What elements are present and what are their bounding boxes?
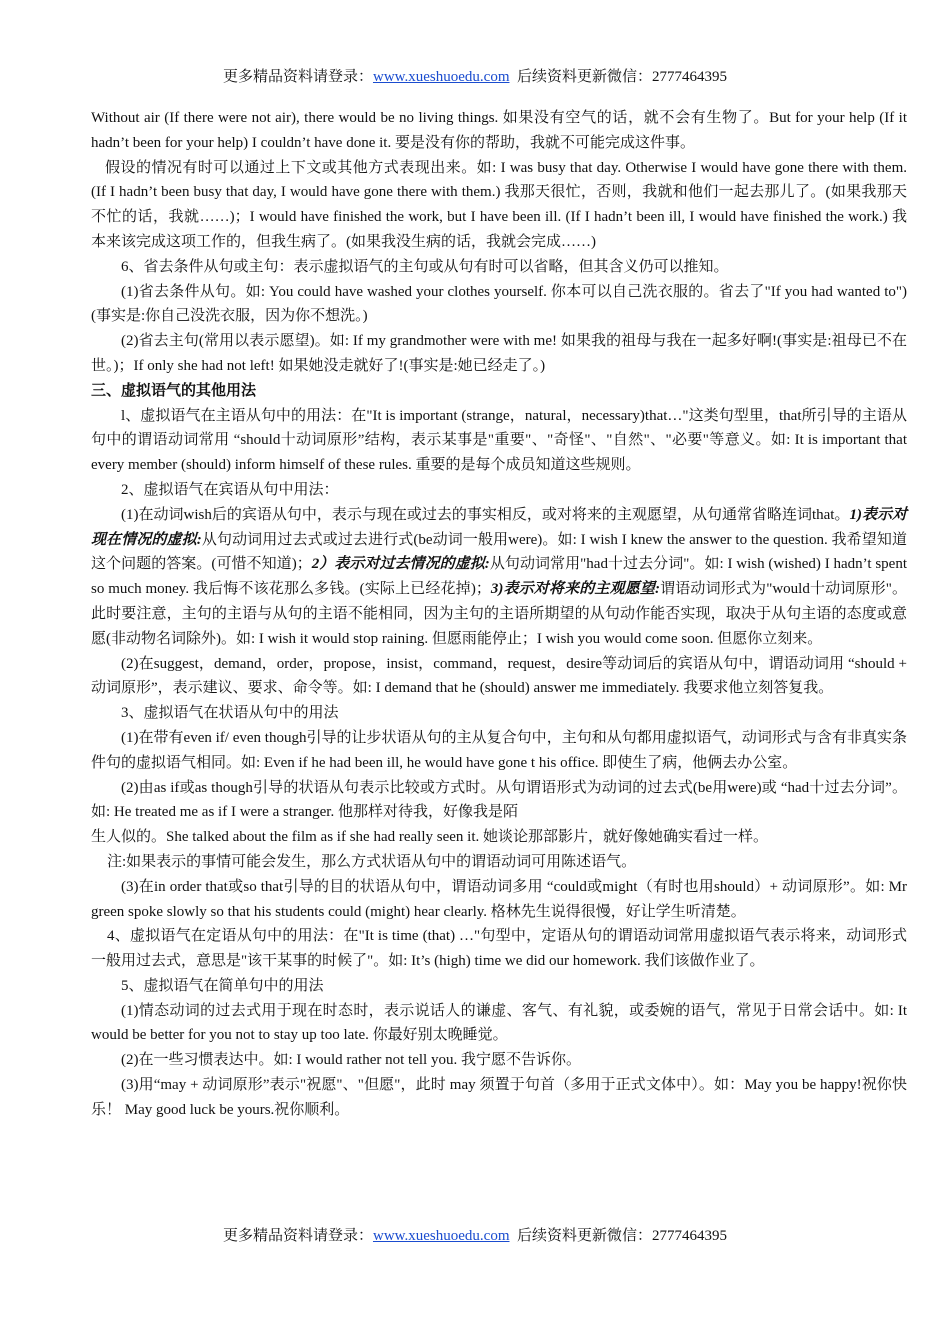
paragraph-attributive-clause: 4、虚拟语气在定语从句中的用法：在"It is time (that) …"句型中，定语从句的谓语动词常用虚拟语气表示将来，动词形式一般用过去式，意思是"该干某事的时候了"。如: It’s (high) time we did our homework. 我们该做作业了。 <box>91 928 907 970</box>
paragraph-so-that: (3)在in order that或so that引导的目的状语从句中，谓语动词多用 “could或might（有时也用should）+ 动词原形”。如: Mr green spoke slowly so that his students could (might) hear clearly. 格林先生说得很慢，好让学生听清楚。 <box>91 878 907 920</box>
wish-present-text: 从句动词用过去式或过去进行式(be动词一般用were)。如: I wish I knew the answer to the question. 我希望知道这个问题的答案。(可惜不知道)； <box>91 531 907 573</box>
paragraph-simple-sentence-title: 5、虚拟语气在简单句中的用法 <box>121 977 324 994</box>
footer-website-link[interactable]: www.xueshuoedu.com <box>372 1228 510 1244</box>
paragraph-adverbial-title: 3、虚拟语气在状语从句中的用法 <box>121 705 339 722</box>
document-body <box>91 106 907 1123</box>
paragraph-omit-main: (2)省去主句(常用以表示愿望)。如: If my grandmother were with me! 如果我的祖母与我在一起多好啊!(事实是:祖母已不在世。)；If only she had not left! 如果她没走就好了!(事实是:她已经走了。) <box>91 333 907 374</box>
page-footer <box>0 1226 950 1246</box>
paragraph-note: 注:如果表示的事情可能会发生，那么方式状语从句中的谓语动词可用陈述语气。 <box>107 853 637 870</box>
wish-past-label: 2）表示对过去情况的虚拟: <box>311 556 490 573</box>
header-website-link[interactable]: www.xueshuoedu.com <box>372 69 510 85</box>
paragraph-suggest-verbs: (2)在suggest，demand，order，propose，insist，command，request，desire等动词后的宾语从句中，谓语动词用 “should + 动词原形”，表示建议、要求、命令等。如: I demand that he (should) answer me immediately. 我要求他立刻答复我。 <box>91 655 907 697</box>
page-header <box>0 67 950 87</box>
footer-wechat: 后续资料更新微信：2777464395 <box>509 1228 728 1244</box>
header-wechat: 后续资料更新微信：2777464395 <box>509 69 728 85</box>
paragraph-omit-clause: 6、省去条件从句或主句：表示虚拟语气的主句或从句有时可以省略，但其含义仍可以推知。 <box>121 258 729 275</box>
footer-prefix: 更多精品资料请登录： <box>222 1228 373 1244</box>
paragraph-as-if: (2)由as if或as though引导的状语从句表示比较或方式时。从句谓语形式为动词的过去式(be用were)或 “had十过去分词”。如: He treated me as if I were a stranger. 他那样对待我，好像我是陌 <box>91 779 907 821</box>
paragraph-wish-clause <box>91 503 907 652</box>
paragraph-subject-clause: l、虚拟语气在主语从句中的用法：在"It is important (strange，natural，necessary)that…"这类句型里，that所引导的主语从句中的谓语动词常用 “should十动词原形”结构，表示某事是"重要"、"奇怪"、"自然"、"必要"等意义。如: It is important that every member (should) inform himself of these rules. 重要的是每个成员知道这些规则。 <box>91 407 907 474</box>
wish-past-text: 从句动词常用"had十过去分词"。如: I wish (wished) I hadn’t spent so much money. 我后悔不该花那么多钱。(实际上已经花掉)； <box>91 556 908 598</box>
paragraph-without-air: Without air (If there were not air), there would be no living things. 如果没有空气的话，就不会有生物了。But for your help (If it hadn’t been for your help) I couldn’t have done it. 要是没有你的帮助，我就不可能完成这件事。 <box>91 110 907 151</box>
paragraph-as-if-continued: 生人似的。She talked about the film as if she had really seen it. 她谈论那部影片，就好像她确实看过一样。 <box>91 829 768 846</box>
paragraph-object-clause-title: 2、虚拟语气在宾语从句中用法： <box>121 481 339 498</box>
wish-future-label: 3)表示对将来的主观愿望: <box>490 581 660 598</box>
paragraph-even-if: (1)在带有even if/ even though引导的让步状语从句的主从复合句中，主句和从句都用虚拟语气，动词形式与含有非真实条件句的虚拟语气相同。如: Even if he had been ill, he would have gone t his office. 即使生了病，他俩去办公室。 <box>91 729 907 771</box>
wish-present-label: 1)表示对现在情况的虚拟: <box>91 506 908 548</box>
header-prefix: 更多精品资料请登录： <box>222 69 373 85</box>
wish-intro: (1)在动词wish后的宾语从句中，表示与现在或过去的事实相反，或对将来的主观愿望，从句通常省略连词that。 <box>121 506 850 523</box>
wish-future-text: 谓语动词形式为"would十动词原形"。此时要注意，主句的主语与从句的主语不能相同，因为主句的主语所期望的从句动作能否实现，取决于从句主语的态度或意愿(非动物名词除外)。如: I wish it would stop raining. 但愿雨能停止；I wish you would come soon. 但愿你立刻来。 <box>91 581 907 647</box>
paragraph-modal-past: (1)情态动词的过去式用于现在时态时，表示说话人的谦虚、客气、有礼貌，或委婉的语气，常见于日常会话中。如: It would be better for you not to stay up too late. 你最好别太晚睡觉。 <box>91 1002 907 1044</box>
section-heading: 三、虚拟语气的其他用法 <box>91 382 257 399</box>
paragraph-omit-condition: (1)省去条件从句。如: You could have washed your clothes yourself. 你本可以自己洗衣服的。省去了"If you had wanted to")(事实是:你自己没洗衣服，因为你不想洗。) <box>91 283 907 325</box>
paragraph-may-wish: (3)用“may + 动词原形”表示"祝愿"、"但愿"，此时 may 须置于句首（多用于正式文体中）。如：May you be happy!祝你快乐！ May good luck be yours.祝你顺利。 <box>91 1077 907 1118</box>
paragraph-context-hypothesis: 假设的情况有时可以通过上下文或其他方式表现出来。如: I was busy that day. Otherwise I would have gone there with them. (If I hadn’t been busy that day, I would have gone there with them.) 我那天很忙，否则，我就和他们一起去那儿了。(如果我那天不忙的话，我就……)；I would have finished the work, but I have been ill. (If I hadn’t been ill, I would have finished the work.) 我本来该完成这项工作的，但我生病了。(如果我没生病的话，我就会完成……) <box>91 159 907 250</box>
paragraph-idiom: (2)在一些习惯表达中。如: I would rather not tell you. 我宁愿不告诉你。 <box>121 1052 581 1069</box>
